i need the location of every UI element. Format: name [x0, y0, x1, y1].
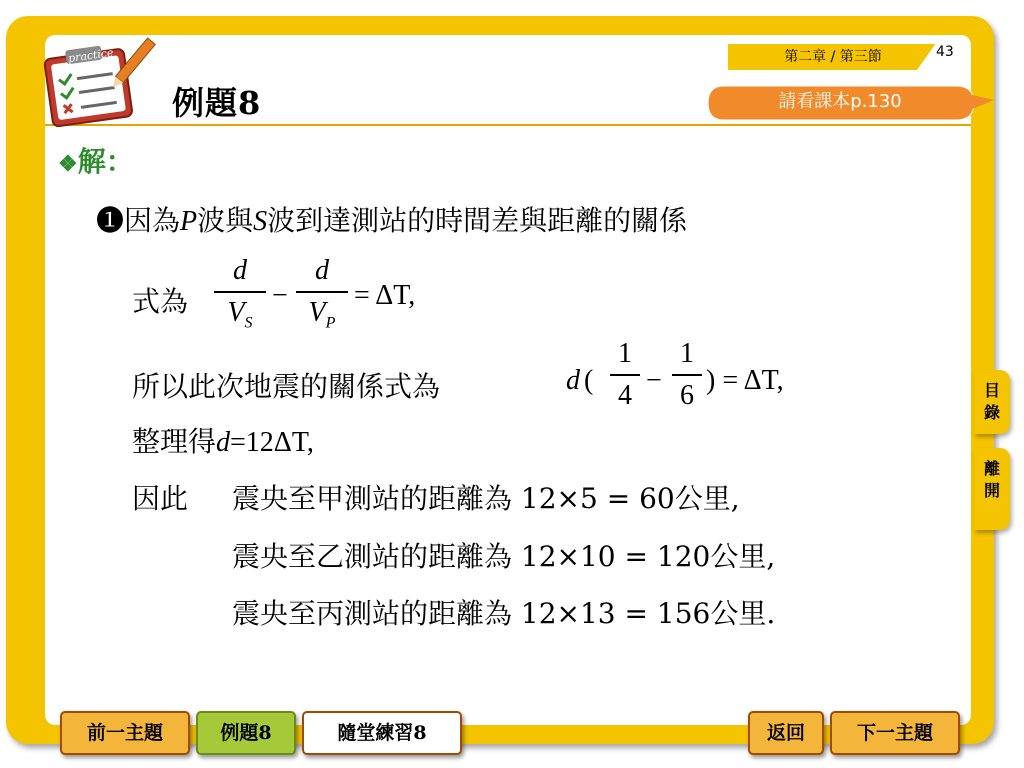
logo-text: practice [67, 45, 115, 66]
frac2-numerator: d [315, 255, 329, 286]
frac4-denominator: 6 [680, 380, 694, 411]
var-V: V [308, 297, 326, 328]
eq1-rhs: = ΔT, [354, 280, 416, 311]
solution-label-text: 解： [77, 145, 134, 178]
frac3-denominator: 4 [618, 380, 632, 411]
practice-button[interactable]: 隨堂練習8 [302, 711, 462, 755]
frac3-numerator: 1 [618, 338, 632, 369]
diamond-bullet-icon: ❖ [58, 151, 78, 177]
var-S: S [253, 206, 268, 237]
chapter-section-label: 第二章 / 第三節 [728, 44, 938, 70]
numbered-bullet-icon: ❶ [96, 204, 125, 237]
distance-line-bing: 震央至丙測站的距離為 12×13 = 156公里. [232, 597, 776, 630]
frac4-numerator: 1 [680, 338, 694, 369]
fraction-bar [214, 291, 266, 293]
see-textbook-text: 請看課本p.130 [778, 91, 902, 112]
solution-line-1 [96, 199, 687, 239]
page-number: 43 [936, 44, 954, 60]
fraction-1-over-4 [610, 338, 640, 412]
example-button[interactable]: 例題8 [196, 711, 296, 755]
line1-text-b: 波與 [197, 204, 254, 237]
practice-clipboard-icon [40, 34, 160, 129]
var-V: V [227, 297, 245, 328]
solution-line-4 [132, 420, 314, 460]
fraction-d-over-Vs [214, 255, 266, 333]
solution-line-2-label: 式為 [132, 285, 189, 318]
fraction-d-over-Vp [296, 255, 348, 333]
line4-text-a: 整理得 [132, 425, 217, 458]
sub-S: S [244, 314, 253, 332]
solution-line-3-label: 所以此次地震的關係式為 [132, 370, 441, 403]
header-divider [45, 124, 971, 126]
distance-line-jia: 震央至甲測站的距離為 12×5 = 60公里, [232, 482, 740, 515]
fraction-bar [672, 374, 702, 376]
exit-tab[interactable]: 離 開 [974, 448, 1010, 530]
sub-P: P [325, 314, 336, 332]
frac1-numerator: d [233, 255, 247, 286]
fraction-1-over-6 [672, 338, 702, 412]
eq1-minus: − [272, 280, 288, 311]
line1-text-a: 因為 [124, 204, 181, 237]
var-P: P [180, 206, 198, 237]
contents-tab[interactable]: 目 錄 [974, 370, 1010, 434]
var-d: d [216, 427, 231, 458]
line1-text-c: 波到達測站的時間差與距離的關係 [267, 204, 688, 237]
eq2-d: d [566, 365, 580, 396]
distance-line-yi: 震央至乙測站的距離為 12×10 = 120公里, [232, 540, 776, 573]
fraction-bar [610, 374, 640, 376]
prev-topic-button[interactable]: 前一主題 [60, 711, 190, 755]
eq2-minus: − [646, 365, 662, 396]
page-title: 例題8 [172, 84, 262, 122]
next-topic-button[interactable]: 下一主題 [830, 711, 960, 755]
solution-label [58, 140, 134, 180]
back-button[interactable]: 返回 [748, 711, 824, 755]
see-textbook-callout[interactable] [706, 84, 996, 122]
frac1-denominator [227, 297, 253, 332]
frac2-denominator [308, 297, 336, 332]
therefore-label: 因此 [132, 482, 189, 515]
fraction-bar [296, 291, 348, 293]
line4-text-b: =12ΔT, [230, 427, 314, 458]
eq2-rhs: ) = ΔT, [706, 365, 784, 396]
eq2-open-paren: ( [584, 365, 594, 396]
